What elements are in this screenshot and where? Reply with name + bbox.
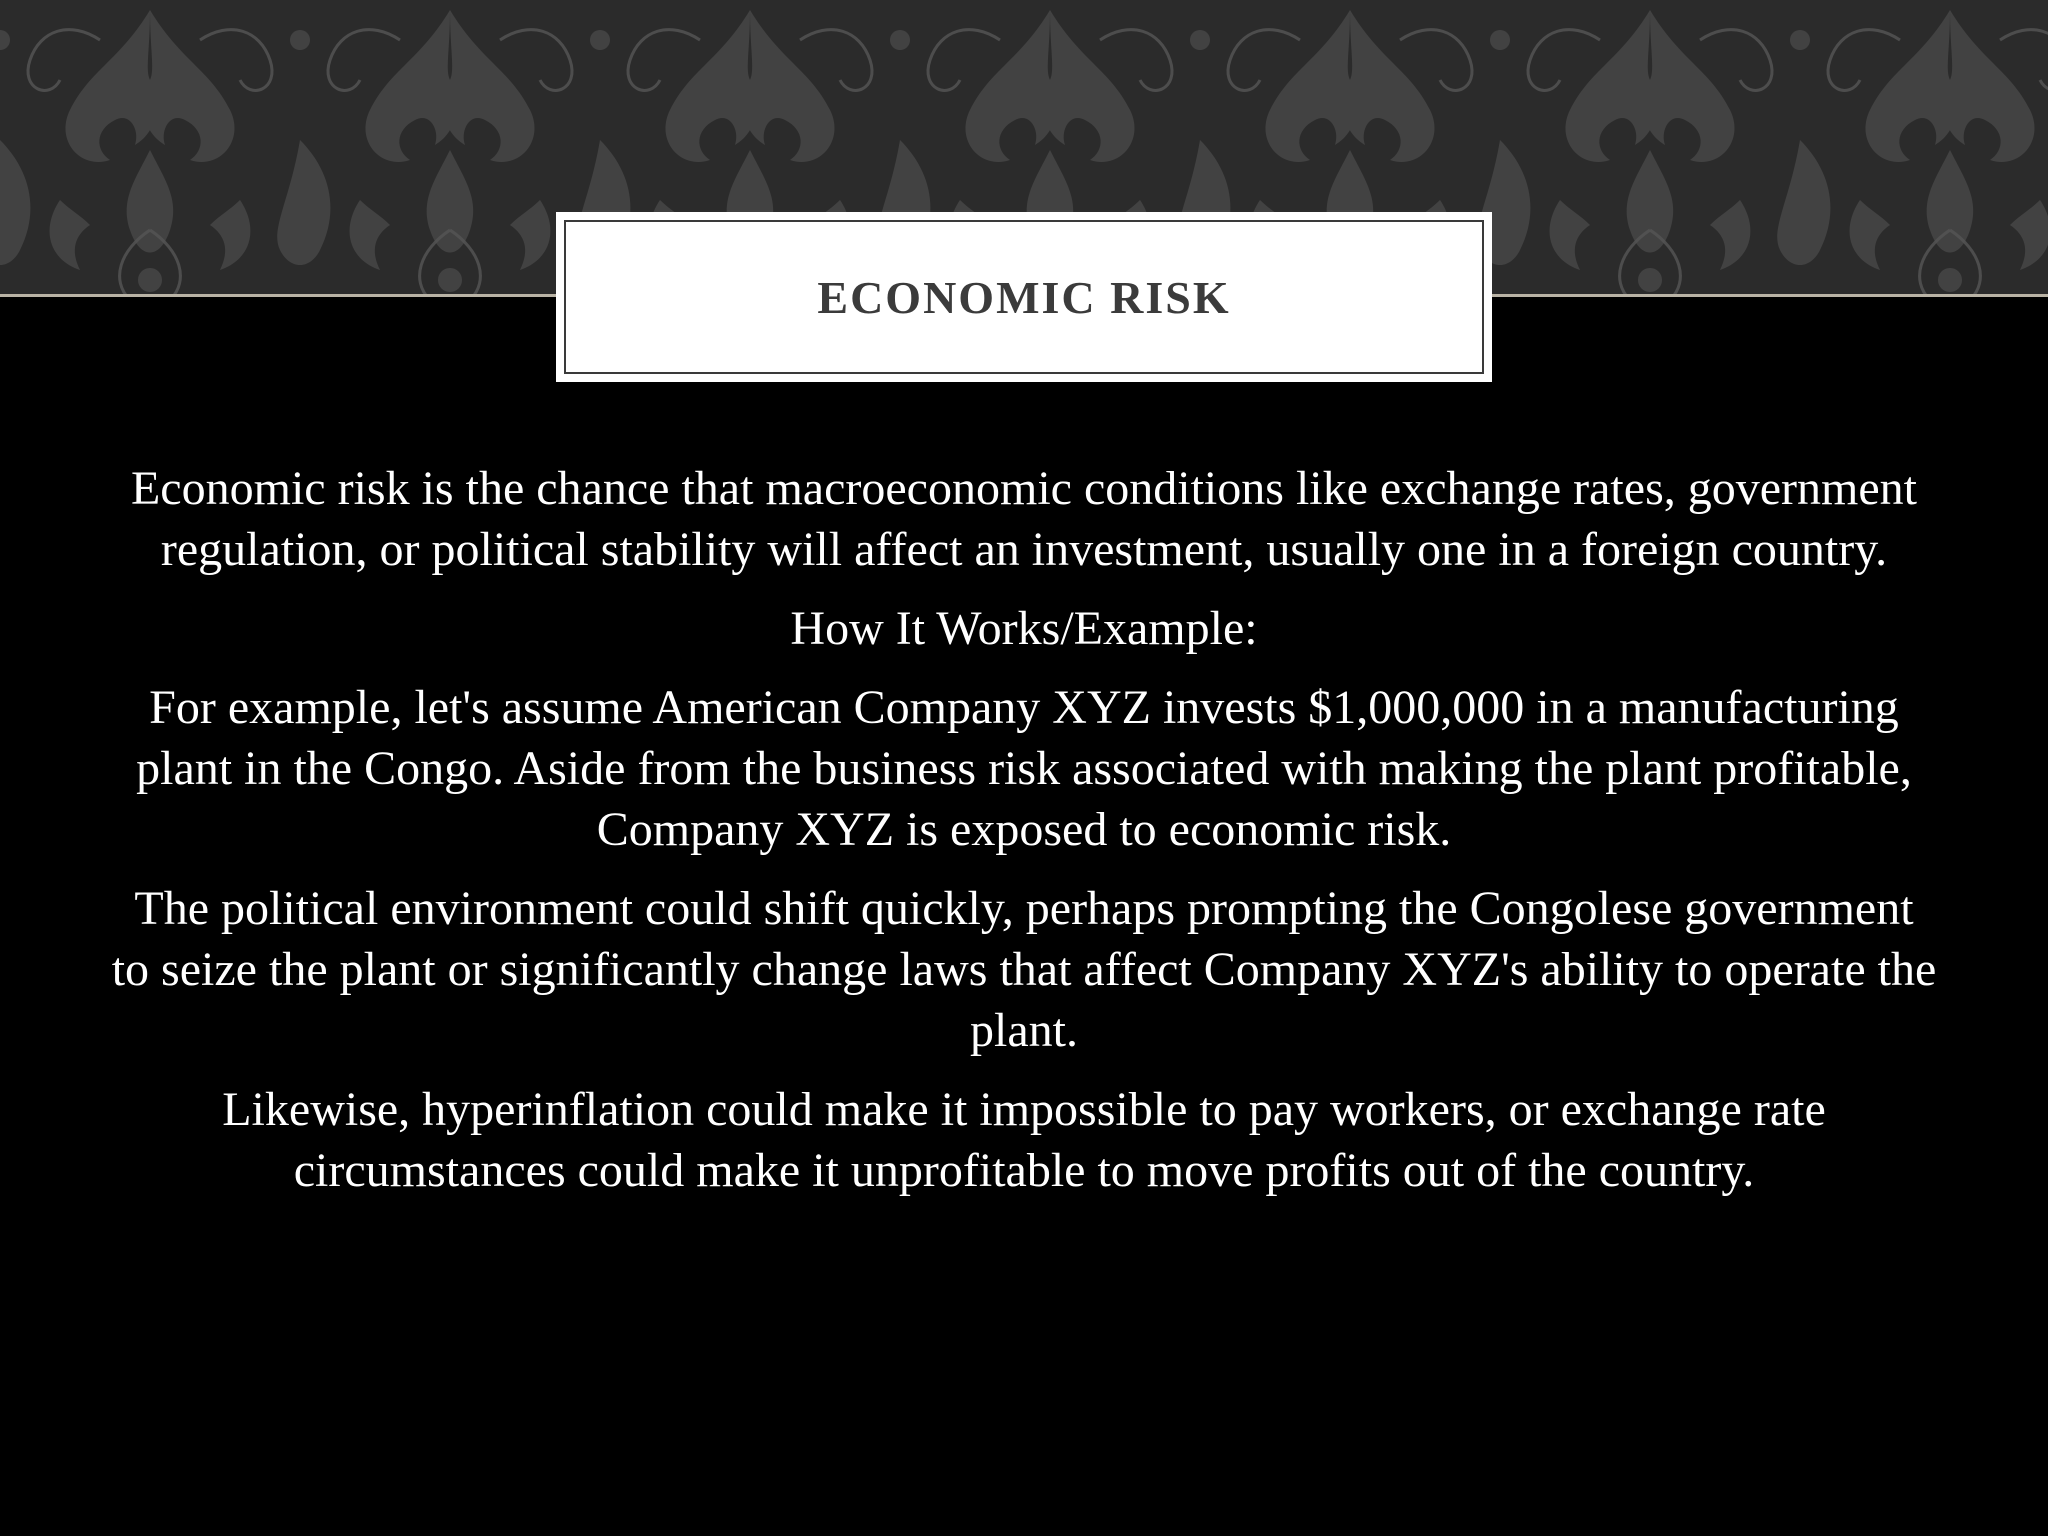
paragraph-definition: Economic risk is the chance that macroeconomic conditions like exchange rates, government regulation, or political stability will affect an investment, usually one in a foreign country. (130, 462, 1918, 576)
paragraph-example: For example, let's assume American Company XYZ invests $1,000,000 in a manufacturing plant in the Congo. Aside from the business risk associated with making the plant profitable, Company XYZ is exposed to economic risk. (136, 681, 1912, 856)
title-box (556, 212, 1492, 382)
slide-body (110, 458, 1938, 1219)
paragraph-political: The political environment could shift quickly, perhaps prompting the Congolese government to seize the plant or significantly change laws that affect Company XYZ's ability to operate the plant. (111, 882, 1937, 1057)
paragraph-hyperinflation: Likewise, hyperinflation could make it impossible to pay workers, or exchange rate circumstances could make it unprofitable to move profits out of the country. (222, 1083, 1826, 1197)
paragraph-example-heading: How It Works/Example: (790, 602, 1258, 655)
slide-title: ECONOMIC RISK (817, 271, 1231, 323)
title-box-frame (564, 220, 1484, 374)
